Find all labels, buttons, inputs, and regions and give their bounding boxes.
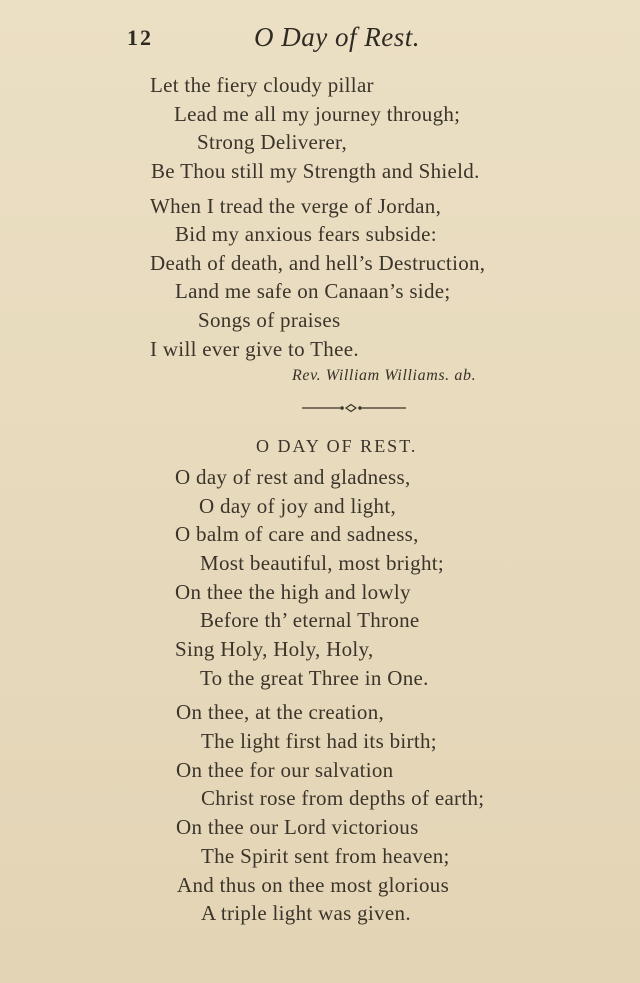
hymn-2-title: O DAY OF REST. [256,436,418,456]
verse-line: And thus on thee most glorious [177,873,450,897]
verse-line: When I tread the verge of Jordan, [150,194,442,218]
verse-line: Bid my anxious fears subside: [175,222,437,246]
verse-line: O day of rest and gladness, [175,465,411,489]
running-title: O Day of Rest. [254,22,420,52]
verse-line: O balm of care and sadness, [175,522,419,546]
verse-line: Death of death, and hell’s Destruction, [150,251,486,275]
verse-line: On thee for our salvation [176,758,394,782]
verse-line: A triple light was given. [201,901,411,925]
verse-line: I will ever give to Thee. [150,337,359,361]
verse-line: On thee the high and lowly [175,580,411,604]
verse-line: Sing Holy, Holy, Holy, [175,637,374,661]
verse-line: O day of joy and light, [199,494,397,518]
hymn-1-attribution: Rev. William Williams. ab. [292,367,477,384]
verse-line: Be Thou still my Strength and Shield. [151,159,480,183]
verse-line: Strong Deliverer, [197,130,348,154]
verse-line: Most beautiful, most bright; [200,551,445,575]
verse-line: Lead me all my journey through; [174,102,461,126]
verse-line: Land me safe on Canaan’s side; [175,279,451,303]
verse-line: On thee our Lord victorious [176,815,419,839]
verse-line: To the great Three in One. [200,666,429,690]
verse-line: Let the fiery cloudy pillar [150,73,374,97]
verse-line: Christ rose from depths of earth; [201,786,485,810]
verse-line: On thee, at the creation, [176,700,385,724]
verse-line: The light first had its birth; [201,729,437,753]
divider-ornament-icon [302,402,406,414]
page-number: 12 [127,25,153,50]
verse-line: Songs of praises [198,308,341,332]
page-header [0,22,640,58]
verse-line: Before th’ eternal Throne [200,608,420,632]
verse-line: The Spirit sent from heaven; [201,844,450,868]
